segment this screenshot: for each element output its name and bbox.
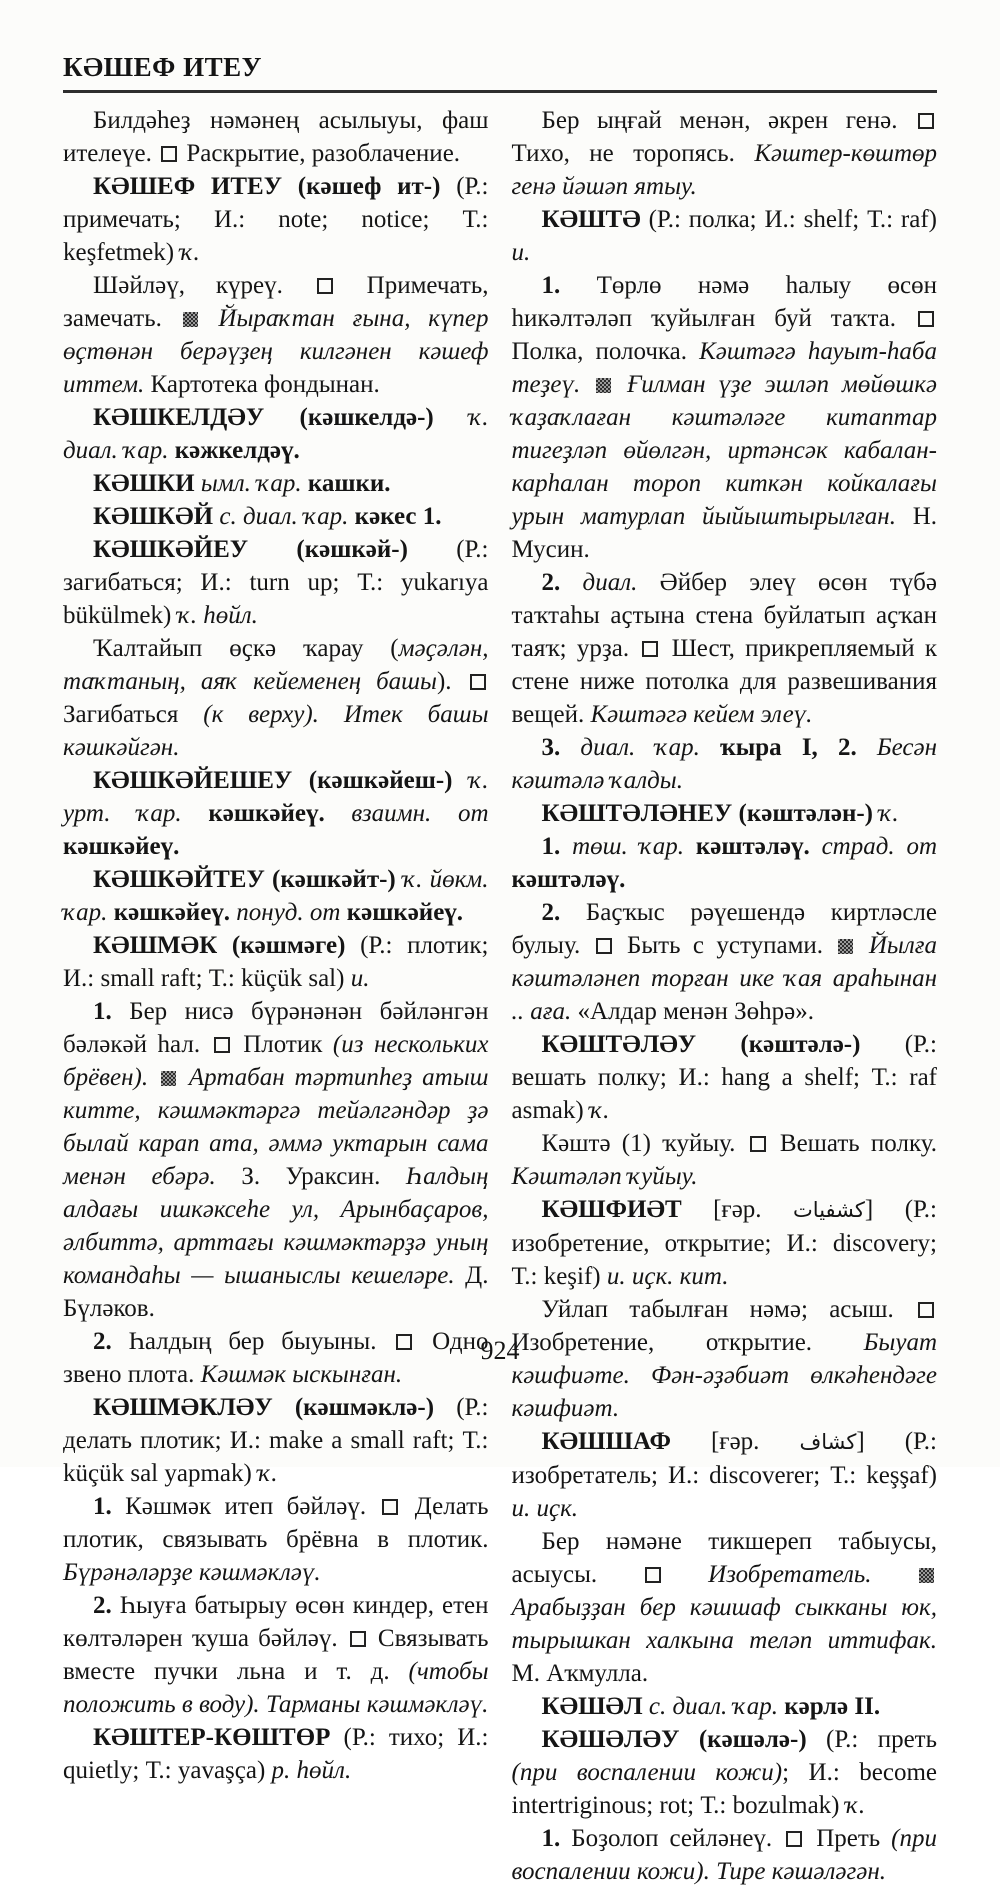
text-run: Д. Бүләков. [63,1262,489,1322]
text-run: (чтобы положить в воду). Тарманы кәшмәкләү. [63,1658,489,1718]
text-run: КӘШМӘКЛӘУ (кәшмәклә-) [93,1394,457,1421]
column-left [63,104,489,1784]
text-run: Н. Мусин. [511,503,937,563]
translation-marker-icon [786,1831,802,1847]
text-run: 3. [541,734,581,761]
entry-paragraph [63,467,489,500]
text-run: (при воспалении кожи) [511,1759,783,1786]
text-run: Связывать вместе пучки льна и т. д. [63,1625,489,1685]
header-rule [63,90,937,93]
entry-paragraph [63,863,489,929]
text-run: ҡыра I, 2. [719,734,877,761]
text-run: Кәштә (1) ҡуйыу. [541,1130,747,1157]
entry-paragraph [512,1127,938,1193]
text-run: Артабан тәртипһеҙ атыш китте, кәшмәктәргә тейәлгәндәр ҙә былай карап ата, әммә уктарын сама менән ебәрә. [63,1064,489,1190]
text-run: ). [436,668,467,695]
text-run: Полка, полочка. [511,338,700,365]
entry-paragraph [63,1721,489,1787]
text-run: Раскрытие, разоблачение. [180,140,461,167]
text-run: З. Ураксин. [215,1163,406,1190]
text-run: Йылға кәштәләнеп торған ике ҡая араһынан .. аға. [511,932,937,1025]
text-run: Быуат кәшфиәте. Фән-әҙәбиәт өлкәһендәге кәшфиәт. [511,1329,937,1422]
entry-paragraph [512,1425,938,1525]
text-run: 1. [541,1825,572,1852]
entry-paragraph [512,1723,938,1822]
text-run: Загибаться [63,701,204,728]
page-number: 924 [480,1336,520,1365]
text-run: ҡ. [879,800,899,827]
entry-paragraph [512,1690,938,1723]
text-run: Билдәһеҙ нәмәнең асылыуы, фаш ителеүе. [63,107,489,167]
text-run: Быть с уступами. [614,932,836,959]
text-run: кәкес 1. [354,503,442,530]
text-run: кәшкәйеү. [208,800,352,827]
text-run: Кәштер-көштөр генә йәшәп ятыу. [511,140,937,200]
text-run: КӘШМӘК (кәшмәге) [93,932,361,959]
entry-paragraph [512,269,938,566]
text-run: Вешать полку. [768,1130,937,1157]
text-run: كشفيات [793,1198,865,1222]
example-marker-icon [596,378,611,393]
text-run: КӘШТӘЛӘУ (кәштәлә-) [541,1031,905,1058]
entry-paragraph [63,533,489,632]
text-run: кәрлә II. [784,1693,881,1720]
text-run: (Р.: вешать полку; И.: hang a shelf; Т.: raf asmak) [511,1031,937,1124]
text-run: ҡ. йөкм. ҡар. [63,866,489,926]
text-run: 1. [541,833,573,860]
translation-marker-icon [382,1499,398,1515]
text-run: Һалдың алдағы ишкәксеһе ул, Арынбаҫаров, әлбиттә, арттағы кәшмәктәрҙә уның командаһы — ышаныслы кешеләре. [63,1163,489,1289]
entry-paragraph [512,1193,938,1293]
text-run: Кәшмәк итеп бәйләү. [125,1493,380,1520]
text-run: КӘШКЕЛДӘУ (кәшкелдә-) [93,404,470,431]
entry-paragraph [512,731,938,797]
text-run: Делать плотик, связывать брёвна в плотик. [63,1493,489,1553]
text-run: с. диал. ҡар. [219,503,355,530]
column-right [511,104,938,1885]
text-run: (Р.: делать плотик; И.: make a small raft; Т.: küçük sal yapmak) [63,1394,489,1487]
text-run: взаимн. от [351,800,489,827]
text-run: (Р.: загибаться; И.: turn up; Т.: yukarıya bükülmek) [63,536,489,629]
text-run: (к верху). Итек башы кәшкәйгән. [63,701,489,761]
text-run: Уйлап табылған нәмә; асыш. [541,1296,915,1323]
text-run: Төрлө нәмә һалыу өсөн һикәлтәләп ҡуйылған буй таҡта. [511,272,937,332]
text-run: Шест, прикрепляемый к стене ниже потолка для развешивания вещей. [511,635,937,728]
text-run: кәштәләү. [695,833,822,860]
text-run: 2. [93,1328,129,1355]
text-run: Баҫҡыс рәүешендә киртләсле булыу. [511,899,937,959]
text-run: «Алдар менән Зөһрә». [571,998,815,1025]
text-run: Примечать, замечать. [63,272,489,332]
text-run: төш. ҡар. [572,833,696,860]
text-run: ҡ. [589,1097,610,1124]
text-run: ымл. ҡар. [200,470,308,497]
entry-paragraph [512,896,938,1028]
text-run: (Р.: примечать; И.: note; notice; Т.: keşfetmek) [63,173,489,266]
text-run: КӘШФИӘТ [541,1196,714,1223]
text-run: ҡ. диал. ҡар. [63,404,489,464]
translation-marker-icon [918,1302,934,1318]
translation-marker-icon [161,146,177,162]
text-run: КӘШӘЛ [541,1693,649,1720]
text-run: 1. [93,1493,126,1520]
text-run: диал. [582,569,660,596]
text-run: Бер нәмәне тикшереп табыусы, асыусы. [511,1528,937,1588]
text-run: КӘШЕФ ИТЕУ (кәшеф ит-) [93,173,457,200]
text-run: Арабыҙҙан бер кәшшаф сыкканы юк, тырышкан халкына теләп иттифак. [511,1594,937,1654]
text-run: 2. [93,1592,120,1619]
text-run: КӘШТЕР-КӨШТӨР [93,1724,344,1751]
entry-paragraph [63,1391,489,1490]
translation-marker-icon [918,113,934,129]
entry-paragraph [63,929,489,995]
text-run: Боҙолоп сейләнеү. [571,1825,784,1852]
text-run: Картотека фондынан. [144,371,380,398]
text-run: и. иҫк. кит. [606,1263,729,1290]
text-run: КӘШТӘ [541,206,649,233]
text-run: (Р.: тихо; И.: quietly; Т.: yavaşça) [63,1724,489,1784]
text-run: Һыуға батырыу өсөн киндер, етен көлтәләрен ҡуша бәйләү. [63,1592,489,1652]
text-run: кәшкәйеү. [346,899,464,926]
text-run: М. Аҡмулла. [511,1660,649,1687]
entry-paragraph [512,104,938,203]
text-run: (Р.: преть [826,1726,937,1753]
entry-paragraph [63,401,489,467]
entry-paragraph [512,203,938,269]
example-marker-icon [919,1568,934,1583]
text-run: (из нескольких брёвен). [63,1031,489,1091]
text-run: ; И.: become intertriginous; rot; Т.: bozulmak) [511,1759,938,1819]
text-run: ҡ. урт. ҡар. [63,767,489,827]
text-run: Шәйләү, күреү. [93,272,314,299]
text-run: Тихо, не торопясь. [511,140,755,167]
translation-marker-icon [642,641,658,657]
running-head: КӘШЕФ ИТЕУ [63,52,262,82]
text-run: КӘШКӘЙЕУ (кәшкәй-) [93,536,457,563]
text-run: [ғәр. [710,1428,800,1455]
entry-paragraph [63,764,489,863]
translation-marker-icon [596,938,612,954]
text-run: Плотик [232,1031,333,1058]
text-run: 2. [541,569,583,596]
entry-paragraph [512,830,938,896]
text-run: Кәштәгә һауыт-һаба теҙеү. [511,338,937,398]
example-marker-icon [838,939,853,954]
text-run: (Р.: полка; И.: shelf; Т.: raf) [648,206,937,233]
text-run: кәжкелдәү. [174,437,300,464]
text-run: Одно звено плота. [63,1328,489,1388]
entry-paragraph [512,566,938,731]
translation-marker-icon [350,1631,366,1647]
text-run: Бер нисә бүрәнәнән бәйләнгән бәләкәй һал. [63,998,489,1058]
text-run: Һалдың бер быуыны. [128,1328,394,1355]
text-run: 1. [93,998,130,1025]
text-run: мәҫәлән, таҡтаның, аяҡ кейеменең башы [63,635,489,695]
example-marker-icon [161,1071,176,1086]
text-run [580,371,593,398]
text-run: Изобретатель. [663,1561,916,1588]
text-run: КӘШШАФ [541,1428,711,1455]
text-run: Ғилман үҙе эшләп мөйөшкә ҡаҙаҡлаған кәштәләге китаптар тигеҙләп өйөлгән, иртәнсәк кабалан-карһалан тороп киткән койкалағы урын матурлап йыйыштырылған. [511,371,938,530]
entry-paragraph [63,500,489,533]
text-run: Бүрәнәләрҙе кәшмәкләү. [63,1559,321,1586]
translation-marker-icon [317,278,333,294]
text-run: Йыраҡтан ғына, күпер өҫтөнән берәүҙең килгәнен кәшеф иттем. [63,305,489,398]
text-run: ] (Р.: изобретатель; И.: discoverer; Т.: keşşaf) [511,1428,937,1489]
text-run: страд. от [821,833,937,860]
entry-paragraph [63,1589,489,1721]
text-run: Ҡалтайып өҫкә ҡарау ( [93,635,399,662]
text-run: КӘШӘЛӘУ (кәшәлә-) [541,1726,827,1753]
translation-marker-icon [470,674,486,690]
text-run: КӘШКӘЙ [93,503,220,530]
text-run: Кәштәләп ҡуйыу. [511,1163,698,1190]
text-run: КӘШКӘЙЕШЕУ (кәшкәйеш-) [93,767,470,794]
translation-marker-icon [918,311,934,327]
text-run: Кәштәгә кейем элеү. [590,701,813,728]
text-run: ҡ. һөйл. [177,602,258,629]
entry-paragraph [63,995,489,1325]
text-run: Изобретение, открытие. [511,1329,864,1356]
text-run: ҡ. [845,1792,866,1819]
text-run [148,1064,158,1091]
entry-paragraph [512,797,938,830]
text-run: с. диал. ҡар. [648,1693,785,1720]
text-run: Бер ыңғай менән, әкрен генә. [541,107,915,134]
text-run: كشاف [799,1430,857,1454]
text-run: ҡ. [258,1460,278,1487]
text-run: 2. [541,899,586,926]
text-run: ҡ. [180,239,200,266]
text-run: Преть [805,1825,892,1852]
entry-paragraph [63,104,489,170]
translation-marker-icon [645,1567,661,1583]
text-run: и. [350,965,370,992]
text-run: Бесән кәштәлә ҡалды. [511,734,937,794]
text-run: КӘШТӘЛӘНЕУ (кәштәлән-) [541,800,880,827]
entry-paragraph [512,1822,938,1888]
text-run: и. [511,239,531,266]
translation-marker-icon [750,1136,766,1152]
text-run: ] (Р.: изобретение, открытие; И.: discovery; Т.: keşif) [511,1196,937,1290]
text-run: Әйбер элеү өсөн түбә таҡтаһы аҫтына стена буйлатып аҫҡан таяҡ; урҙа. [511,569,937,662]
example-marker-icon [183,312,198,327]
text-run: р. һөйл. [271,1757,352,1784]
text-run: кәшкәйеү. [63,833,180,860]
text-run: [ғәр. [713,1196,794,1223]
text-run: Кәшмәк ыскынған. [200,1361,403,1388]
translation-marker-icon [214,1037,230,1053]
text-run: кәштәләү. [511,866,626,893]
text-run: кәшкәйеү. [113,899,237,926]
entry-paragraph [512,1028,938,1127]
entry-paragraph [512,1525,938,1690]
text-run: понуд. от [236,899,347,926]
text-run: (при воспалении кожи). Тире кәшәләгән. [511,1825,937,1885]
text-run: кашки. [307,470,391,497]
entry-paragraph [63,632,489,764]
entry-paragraph [63,1490,489,1589]
text-run: (Р.: плотик; И.: small raft; Т.: küçük sal) [63,932,489,992]
entry-paragraph [63,170,489,269]
text-run: КӘШКӘЙТЕУ (кәшкәйт-) [93,866,403,893]
text-run: КӘШКИ [93,470,201,497]
text-run: диал. ҡар. [580,734,720,761]
entry-paragraph [63,269,489,401]
text-run: и. иҫк. [511,1495,579,1522]
text-run: 1. [541,272,597,299]
